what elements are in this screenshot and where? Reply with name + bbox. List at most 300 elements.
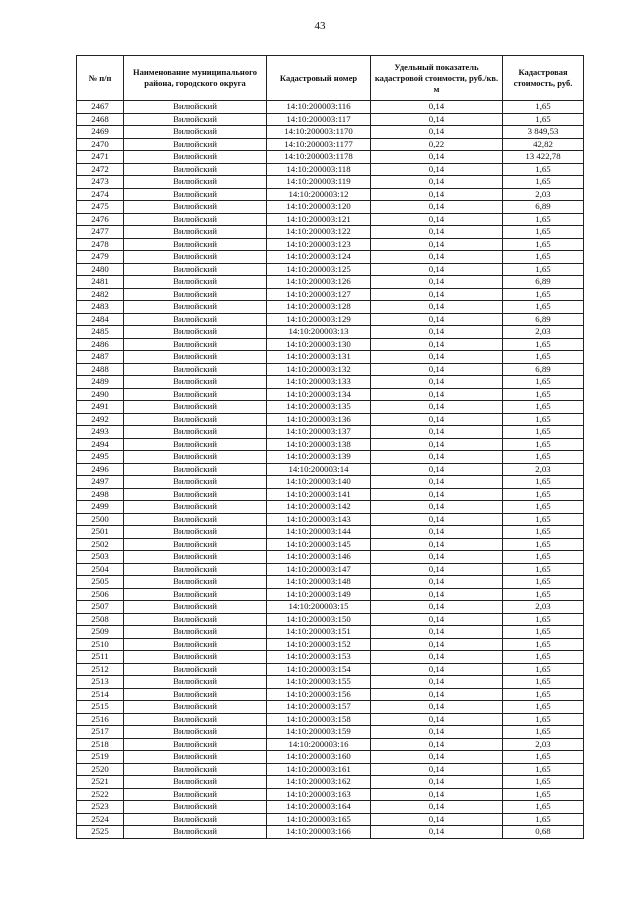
cell-row-number: 2484 xyxy=(77,313,124,326)
cell-cadastral-value: 1,65 xyxy=(503,801,584,814)
cell-district: Вилюйский xyxy=(124,451,267,464)
cell-row-number: 2486 xyxy=(77,338,124,351)
cell-cadastral-value: 1,65 xyxy=(503,101,584,114)
cell-district: Вилюйский xyxy=(124,138,267,151)
cell-specific-value: 0,14 xyxy=(371,101,503,114)
cell-cadastral-number: 14:10:200003:160 xyxy=(267,751,371,764)
cell-cadastral-value: 1,65 xyxy=(503,563,584,576)
cell-cadastral-value: 1,65 xyxy=(503,413,584,426)
cell-cadastral-number: 14:10:200003:162 xyxy=(267,776,371,789)
cell-row-number: 2523 xyxy=(77,801,124,814)
cell-cadastral-number: 14:10:200003:127 xyxy=(267,288,371,301)
cell-district: Вилюйский xyxy=(124,326,267,339)
cell-cadastral-value: 1,65 xyxy=(503,688,584,701)
table-row xyxy=(77,376,584,389)
cell-row-number: 2514 xyxy=(77,688,124,701)
cell-cadastral-number: 14:10:200003:136 xyxy=(267,413,371,426)
cell-district: Вилюйский xyxy=(124,801,267,814)
cell-specific-value: 0,14 xyxy=(371,826,503,839)
cell-cadastral-number: 14:10:200003:144 xyxy=(267,526,371,539)
cell-district: Вилюйский xyxy=(124,238,267,251)
cell-cadastral-number: 14:10:200003:166 xyxy=(267,826,371,839)
cell-specific-value: 0,14 xyxy=(371,151,503,164)
table-row xyxy=(77,313,584,326)
cell-specific-value: 0,14 xyxy=(371,251,503,264)
cell-row-number: 2481 xyxy=(77,276,124,289)
cell-row-number: 2506 xyxy=(77,588,124,601)
cell-district: Вилюйский xyxy=(124,676,267,689)
cell-district: Вилюйский xyxy=(124,476,267,489)
cell-cadastral-value: 1,65 xyxy=(503,226,584,239)
header-specific-value: Удельный показатель кадастровой стоимости, руб./кв. м xyxy=(371,56,503,101)
cell-district: Вилюйский xyxy=(124,763,267,776)
header-cadastral-number: Кадастровый номер xyxy=(267,56,371,101)
cell-row-number: 2496 xyxy=(77,463,124,476)
cell-district: Вилюйский xyxy=(124,438,267,451)
table-row xyxy=(77,801,584,814)
table-row xyxy=(77,238,584,251)
cell-cadastral-value: 2,03 xyxy=(503,738,584,751)
cell-cadastral-value: 6,89 xyxy=(503,276,584,289)
cell-row-number: 2500 xyxy=(77,513,124,526)
cell-specific-value: 0,14 xyxy=(371,801,503,814)
cell-cadastral-number: 14:10:200003:142 xyxy=(267,501,371,514)
cell-specific-value: 0,14 xyxy=(371,338,503,351)
cell-row-number: 2525 xyxy=(77,826,124,839)
cell-specific-value: 0,14 xyxy=(371,463,503,476)
cell-district: Вилюйский xyxy=(124,263,267,276)
cell-cadastral-value: 1,65 xyxy=(503,626,584,639)
table-row xyxy=(77,776,584,789)
cell-specific-value: 0,14 xyxy=(371,276,503,289)
cell-specific-value: 0,14 xyxy=(371,701,503,714)
cell-row-number: 2478 xyxy=(77,238,124,251)
cell-cadastral-value: 1,65 xyxy=(503,476,584,489)
cell-specific-value: 0,14 xyxy=(371,376,503,389)
cell-cadastral-value: 1,65 xyxy=(503,163,584,176)
table-row xyxy=(77,276,584,289)
cell-cadastral-number: 14:10:200003:151 xyxy=(267,626,371,639)
cell-cadastral-value: 1,65 xyxy=(503,788,584,801)
cell-row-number: 2503 xyxy=(77,551,124,564)
cell-specific-value: 0,14 xyxy=(371,613,503,626)
cell-cadastral-number: 14:10:200003:135 xyxy=(267,401,371,414)
cell-district: Вилюйский xyxy=(124,351,267,364)
cell-specific-value: 0,14 xyxy=(371,413,503,426)
cell-cadastral-value: 1,65 xyxy=(503,588,584,601)
cell-cadastral-value: 1,65 xyxy=(503,763,584,776)
cell-row-number: 2495 xyxy=(77,451,124,464)
cell-cadastral-value: 1,65 xyxy=(503,813,584,826)
cell-specific-value: 0,14 xyxy=(371,526,503,539)
cell-row-number: 2470 xyxy=(77,138,124,151)
cell-specific-value: 0,14 xyxy=(371,226,503,239)
table-row xyxy=(77,526,584,539)
cell-district: Вилюйский xyxy=(124,776,267,789)
cell-cadastral-number: 14:10:200003:131 xyxy=(267,351,371,364)
cell-cadastral-number: 14:10:200003:147 xyxy=(267,563,371,576)
cell-cadastral-number: 14:10:200003:119 xyxy=(267,176,371,189)
cell-row-number: 2501 xyxy=(77,526,124,539)
cell-row-number: 2491 xyxy=(77,401,124,414)
cell-district: Вилюйский xyxy=(124,788,267,801)
table-row xyxy=(77,638,584,651)
page-number: 43 xyxy=(314,20,326,32)
cell-cadastral-number: 14:10:200003:143 xyxy=(267,513,371,526)
cell-specific-value: 0,22 xyxy=(371,138,503,151)
cell-specific-value: 0,14 xyxy=(371,476,503,489)
table-row xyxy=(77,713,584,726)
cell-cadastral-number: 14:10:200003:1170 xyxy=(267,126,371,139)
table-row xyxy=(77,176,584,189)
cell-district: Вилюйский xyxy=(124,388,267,401)
cell-row-number: 2494 xyxy=(77,438,124,451)
cell-cadastral-value: 1,65 xyxy=(503,638,584,651)
cell-cadastral-number: 14:10:200003:116 xyxy=(267,101,371,114)
cell-specific-value: 0,14 xyxy=(371,401,503,414)
cell-cadastral-number: 14:10:200003:125 xyxy=(267,263,371,276)
table-row xyxy=(77,651,584,664)
table-row xyxy=(77,601,584,614)
cell-specific-value: 0,14 xyxy=(371,238,503,251)
cell-cadastral-value: 1,65 xyxy=(503,663,584,676)
table-row xyxy=(77,351,584,364)
cell-cadastral-number: 14:10:200003:1177 xyxy=(267,138,371,151)
cell-district: Вилюйский xyxy=(124,176,267,189)
cell-row-number: 2476 xyxy=(77,213,124,226)
cell-district: Вилюйский xyxy=(124,563,267,576)
cell-row-number: 2524 xyxy=(77,813,124,826)
cell-cadastral-value: 1,65 xyxy=(503,526,584,539)
cell-district: Вилюйский xyxy=(124,401,267,414)
cell-district: Вилюйский xyxy=(124,688,267,701)
cell-cadastral-value: 1,65 xyxy=(503,251,584,264)
cell-row-number: 2513 xyxy=(77,676,124,689)
cell-specific-value: 0,14 xyxy=(371,263,503,276)
table-row xyxy=(77,813,584,826)
table-row xyxy=(77,388,584,401)
cell-cadastral-value: 1,65 xyxy=(503,288,584,301)
table-row xyxy=(77,513,584,526)
cell-district: Вилюйский xyxy=(124,738,267,751)
cell-cadastral-value: 6,89 xyxy=(503,313,584,326)
cell-cadastral-number: 14:10:200003:1178 xyxy=(267,151,371,164)
cell-cadastral-number: 14:10:200003:13 xyxy=(267,326,371,339)
cell-specific-value: 0,14 xyxy=(371,438,503,451)
cell-cadastral-number: 14:10:200003:126 xyxy=(267,276,371,289)
cell-cadastral-number: 14:10:200003:149 xyxy=(267,588,371,601)
table-row xyxy=(77,663,584,676)
cell-cadastral-value: 1,65 xyxy=(503,551,584,564)
table-row xyxy=(77,763,584,776)
cell-cadastral-value: 2,03 xyxy=(503,601,584,614)
cell-cadastral-value: 2,03 xyxy=(503,326,584,339)
cell-row-number: 2469 xyxy=(77,126,124,139)
cell-district: Вилюйский xyxy=(124,101,267,114)
cell-specific-value: 0,14 xyxy=(371,488,503,501)
cell-specific-value: 0,14 xyxy=(371,501,503,514)
cell-row-number: 2468 xyxy=(77,113,124,126)
cell-cadastral-value: 1,65 xyxy=(503,701,584,714)
table-row xyxy=(77,188,584,201)
cell-row-number: 2483 xyxy=(77,301,124,314)
cell-specific-value: 0,14 xyxy=(371,601,503,614)
cell-row-number: 2522 xyxy=(77,788,124,801)
cell-district: Вилюйский xyxy=(124,376,267,389)
cell-district: Вилюйский xyxy=(124,113,267,126)
cell-row-number: 2477 xyxy=(77,226,124,239)
cell-cadastral-value: 1,65 xyxy=(503,576,584,589)
cell-specific-value: 0,14 xyxy=(371,126,503,139)
cell-district: Вилюйский xyxy=(124,276,267,289)
table-row xyxy=(77,338,584,351)
cell-specific-value: 0,14 xyxy=(371,713,503,726)
cell-district: Вилюйский xyxy=(124,538,267,551)
cell-specific-value: 0,14 xyxy=(371,626,503,639)
cell-cadastral-value: 1,65 xyxy=(503,213,584,226)
cell-cadastral-value: 1,65 xyxy=(503,451,584,464)
cell-cadastral-number: 14:10:200003:130 xyxy=(267,338,371,351)
table-row xyxy=(77,538,584,551)
cell-row-number: 2510 xyxy=(77,638,124,651)
cell-specific-value: 0,14 xyxy=(371,313,503,326)
cell-cadastral-number: 14:10:200003:118 xyxy=(267,163,371,176)
cell-specific-value: 0,14 xyxy=(371,726,503,739)
cell-specific-value: 0,14 xyxy=(371,788,503,801)
cell-specific-value: 0,14 xyxy=(371,813,503,826)
cell-cadastral-value: 1,65 xyxy=(503,176,584,189)
cell-cadastral-value: 1,65 xyxy=(503,113,584,126)
table-row xyxy=(77,126,584,139)
table-row xyxy=(77,463,584,476)
table-row xyxy=(77,826,584,839)
header-district: Наименование муниципального района, городского округа xyxy=(124,56,267,101)
cell-row-number: 2490 xyxy=(77,388,124,401)
cell-cadastral-value: 1,65 xyxy=(503,713,584,726)
cell-cadastral-number: 14:10:200003:165 xyxy=(267,813,371,826)
cell-cadastral-number: 14:10:200003:120 xyxy=(267,201,371,214)
cell-specific-value: 0,14 xyxy=(371,651,503,664)
cell-cadastral-number: 14:10:200003:152 xyxy=(267,638,371,651)
cell-cadastral-value: 2,03 xyxy=(503,188,584,201)
table-row xyxy=(77,626,584,639)
cell-cadastral-number: 14:10:200003:14 xyxy=(267,463,371,476)
cell-district: Вилюйский xyxy=(124,413,267,426)
cell-specific-value: 0,14 xyxy=(371,188,503,201)
cell-row-number: 2515 xyxy=(77,701,124,714)
cell-cadastral-value: 1,65 xyxy=(503,751,584,764)
table-row xyxy=(77,326,584,339)
cell-cadastral-number: 14:10:200003:132 xyxy=(267,363,371,376)
cell-district: Вилюйский xyxy=(124,426,267,439)
header-row-number: № п/п xyxy=(77,56,124,101)
cell-specific-value: 0,14 xyxy=(371,451,503,464)
cell-cadastral-number: 14:10:200003:134 xyxy=(267,388,371,401)
table-row xyxy=(77,226,584,239)
cell-cadastral-value: 1,65 xyxy=(503,613,584,626)
cell-cadastral-number: 14:10:200003:154 xyxy=(267,663,371,676)
cell-district: Вилюйский xyxy=(124,213,267,226)
cell-cadastral-number: 14:10:200003:146 xyxy=(267,551,371,564)
cell-cadastral-value: 1,65 xyxy=(503,501,584,514)
cell-cadastral-number: 14:10:200003:141 xyxy=(267,488,371,501)
cell-cadastral-number: 14:10:200003:121 xyxy=(267,213,371,226)
cell-district: Вилюйский xyxy=(124,363,267,376)
cell-specific-value: 0,14 xyxy=(371,351,503,364)
cell-row-number: 2512 xyxy=(77,663,124,676)
cell-cadastral-value: 1,65 xyxy=(503,513,584,526)
cell-specific-value: 0,14 xyxy=(371,763,503,776)
table-row xyxy=(77,613,584,626)
cell-specific-value: 0,14 xyxy=(371,163,503,176)
cell-cadastral-value: 3 849,53 xyxy=(503,126,584,139)
cell-cadastral-value: 13 422,78 xyxy=(503,151,584,164)
table-row xyxy=(77,476,584,489)
cell-row-number: 2479 xyxy=(77,251,124,264)
cell-cadastral-value: 1,65 xyxy=(503,338,584,351)
cell-cadastral-number: 14:10:200003:148 xyxy=(267,576,371,589)
table-row xyxy=(77,438,584,451)
cell-row-number: 2482 xyxy=(77,288,124,301)
cell-cadastral-value: 1,65 xyxy=(503,401,584,414)
cell-row-number: 2516 xyxy=(77,713,124,726)
table-row xyxy=(77,426,584,439)
cell-cadastral-value: 1,65 xyxy=(503,488,584,501)
cell-row-number: 2519 xyxy=(77,751,124,764)
cell-specific-value: 0,14 xyxy=(371,588,503,601)
cell-district: Вилюйский xyxy=(124,826,267,839)
cell-row-number: 2488 xyxy=(77,363,124,376)
cell-district: Вилюйский xyxy=(124,701,267,714)
cell-specific-value: 0,14 xyxy=(371,201,503,214)
cell-cadastral-number: 14:10:200003:153 xyxy=(267,651,371,664)
cell-cadastral-value: 1,65 xyxy=(503,676,584,689)
header-cadastral-value: Кадастровая стоимость, руб. xyxy=(503,56,584,101)
cell-row-number: 2518 xyxy=(77,738,124,751)
cell-district: Вилюйский xyxy=(124,338,267,351)
cell-cadastral-value: 2,03 xyxy=(503,463,584,476)
cell-specific-value: 0,14 xyxy=(371,426,503,439)
cell-row-number: 2473 xyxy=(77,176,124,189)
table-row xyxy=(77,551,584,564)
cell-row-number: 2521 xyxy=(77,776,124,789)
table-row xyxy=(77,588,584,601)
cell-row-number: 2505 xyxy=(77,576,124,589)
cell-specific-value: 0,14 xyxy=(371,513,503,526)
cell-district: Вилюйский xyxy=(124,226,267,239)
cell-cadastral-value: 6,89 xyxy=(503,363,584,376)
cell-district: Вилюйский xyxy=(124,626,267,639)
cell-cadastral-value: 1,65 xyxy=(503,426,584,439)
cell-row-number: 2493 xyxy=(77,426,124,439)
cell-row-number: 2509 xyxy=(77,626,124,639)
table-row xyxy=(77,676,584,689)
table-row xyxy=(77,151,584,164)
cell-district: Вилюйский xyxy=(124,301,267,314)
table-row xyxy=(77,501,584,514)
cell-district: Вилюйский xyxy=(124,613,267,626)
cell-cadastral-value: 0,68 xyxy=(503,826,584,839)
table-row xyxy=(77,113,584,126)
cell-specific-value: 0,14 xyxy=(371,388,503,401)
cell-specific-value: 0,14 xyxy=(371,176,503,189)
cell-cadastral-number: 14:10:200003:128 xyxy=(267,301,371,314)
cell-specific-value: 0,14 xyxy=(371,738,503,751)
cell-row-number: 2511 xyxy=(77,651,124,664)
cell-cadastral-number: 14:10:200003:133 xyxy=(267,376,371,389)
table-row xyxy=(77,738,584,751)
cell-district: Вилюйский xyxy=(124,663,267,676)
cell-cadastral-number: 14:10:200003:139 xyxy=(267,451,371,464)
table-row xyxy=(77,451,584,464)
cell-specific-value: 0,14 xyxy=(371,688,503,701)
cell-district: Вилюйский xyxy=(124,651,267,664)
cell-cadastral-number: 14:10:200003:157 xyxy=(267,701,371,714)
cell-cadastral-number: 14:10:200003:159 xyxy=(267,726,371,739)
cell-specific-value: 0,14 xyxy=(371,563,503,576)
cell-cadastral-number: 14:10:200003:140 xyxy=(267,476,371,489)
cell-district: Вилюйский xyxy=(124,726,267,739)
cell-cadastral-value: 1,65 xyxy=(503,388,584,401)
cell-cadastral-number: 14:10:200003:124 xyxy=(267,251,371,264)
cell-row-number: 2487 xyxy=(77,351,124,364)
cell-cadastral-number: 14:10:200003:129 xyxy=(267,313,371,326)
cell-row-number: 2517 xyxy=(77,726,124,739)
table-row xyxy=(77,163,584,176)
cell-district: Вилюйский xyxy=(124,163,267,176)
cell-district: Вилюйский xyxy=(124,813,267,826)
cell-district: Вилюйский xyxy=(124,576,267,589)
table-row xyxy=(77,576,584,589)
table-row xyxy=(77,401,584,414)
cell-cadastral-value: 1,65 xyxy=(503,438,584,451)
table-row xyxy=(77,301,584,314)
cell-row-number: 2472 xyxy=(77,163,124,176)
cell-specific-value: 0,14 xyxy=(371,538,503,551)
cell-district: Вилюйский xyxy=(124,313,267,326)
table-row xyxy=(77,263,584,276)
cell-district: Вилюйский xyxy=(124,501,267,514)
cell-cadastral-number: 14:10:200003:117 xyxy=(267,113,371,126)
cell-specific-value: 0,14 xyxy=(371,638,503,651)
cell-cadastral-number: 14:10:200003:158 xyxy=(267,713,371,726)
cell-cadastral-number: 14:10:200003:150 xyxy=(267,613,371,626)
table-row xyxy=(77,701,584,714)
cell-cadastral-number: 14:10:200003:138 xyxy=(267,438,371,451)
cell-district: Вилюйский xyxy=(124,588,267,601)
cell-specific-value: 0,14 xyxy=(371,776,503,789)
cell-specific-value: 0,14 xyxy=(371,301,503,314)
table-row xyxy=(77,726,584,739)
cell-row-number: 2497 xyxy=(77,476,124,489)
cell-district: Вилюйский xyxy=(124,551,267,564)
cell-row-number: 2475 xyxy=(77,201,124,214)
cell-district: Вилюйский xyxy=(124,463,267,476)
cell-cadastral-number: 14:10:200003:12 xyxy=(267,188,371,201)
cell-specific-value: 0,14 xyxy=(371,288,503,301)
cell-specific-value: 0,14 xyxy=(371,213,503,226)
cell-row-number: 2489 xyxy=(77,376,124,389)
cell-specific-value: 0,14 xyxy=(371,326,503,339)
table-row xyxy=(77,363,584,376)
cell-district: Вилюйский xyxy=(124,601,267,614)
cell-district: Вилюйский xyxy=(124,188,267,201)
table-row xyxy=(77,138,584,151)
table-row xyxy=(77,751,584,764)
cell-cadastral-value: 1,65 xyxy=(503,726,584,739)
cell-cadastral-number: 14:10:200003:155 xyxy=(267,676,371,689)
cell-district: Вилюйский xyxy=(124,251,267,264)
